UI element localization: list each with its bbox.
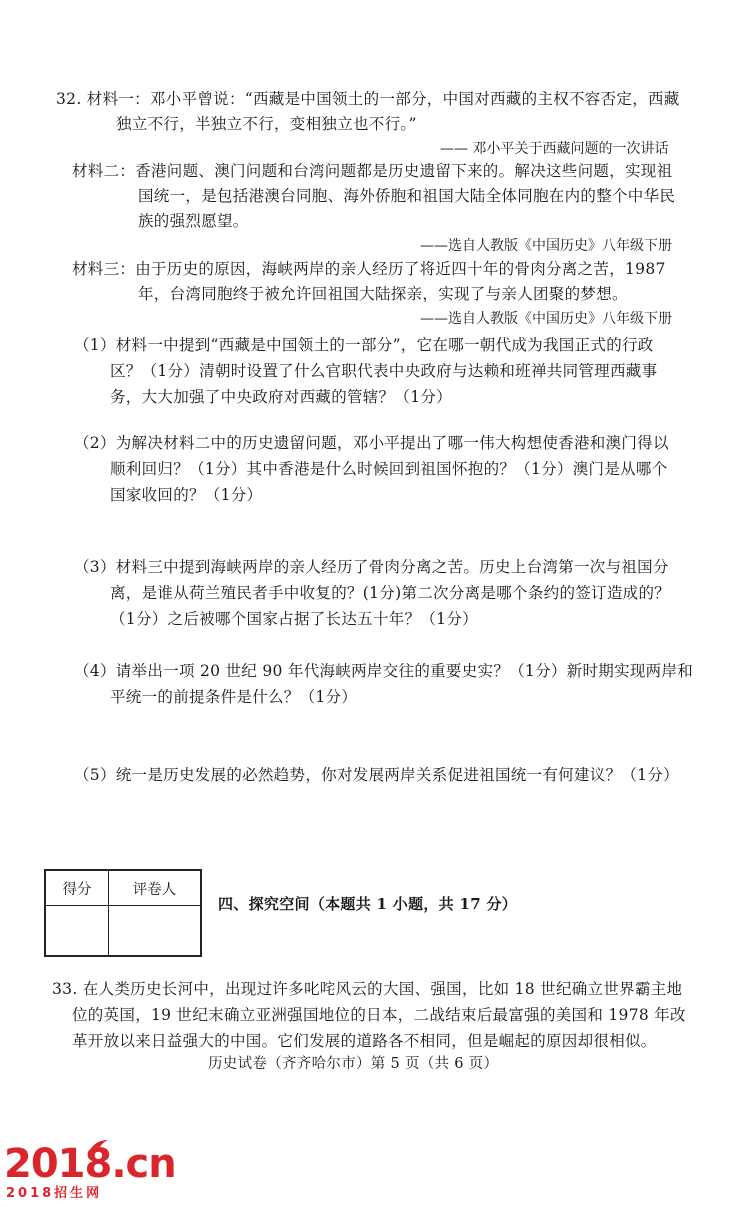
score-header: 得分 <box>45 870 109 906</box>
q32-sub1-line3: 务，大大加强了中央政府对西藏的管辖？（1分） <box>110 388 452 406</box>
q32-sub4-line1: （4）请举出一项 20 世纪 90 年代海峡两岸交往的重要史实？（1分）新时期实现两岸和 <box>74 662 694 680</box>
q33-line2: 位的英国，19 世纪末确立亚洲强国地位的日本，二战结束后最富强的美国和 1978 年改 <box>72 1006 686 1024</box>
q32-material2-line3: 族的强烈愿望。 <box>138 212 249 230</box>
q32-material3-line1: 材料三：由于历史的原因，海峡两岸的亲人经历了将近四十年的骨肉分离之苦，1987 <box>72 260 666 278</box>
page-footer: 历史试卷（齐齐哈尔市）第 5 页（共 6 页） <box>208 1056 499 1072</box>
q32-material2-line2: 国统一，是包括港澳台同胞、海外侨胞和祖国大陆全体同胞在内的整个中华民 <box>138 187 676 205</box>
q32-material1-line2: 独立不行，半独立不行，变相独立也不行。” <box>116 115 417 133</box>
q32-material3-line2: 年，台湾同胞终于被允许回祖国大陆探亲，实现了与亲人团聚的梦想。 <box>138 285 628 303</box>
q32-material2-source: ——选自人教版《中国历史》八年级下册 <box>420 238 672 254</box>
q32-sub3-line3: （1分）之后被哪个国家占据了长达五十年？（1分） <box>110 610 478 628</box>
score-table <box>44 869 202 957</box>
q32-sub5-line1: （5）统一是历史发展的必然趋势，你对发展两岸关系促进祖国统一有何建议？（1分） <box>74 766 679 784</box>
q32-sub2-line1: （2）为解决材料二中的历史遗留问题，邓小平提出了哪一伟大构想使香港和澳门得以 <box>74 434 669 452</box>
q32-material1-source: —— 邓小平关于西藏问题的一次讲话 <box>440 141 669 157</box>
grader-header: 评卷人 <box>109 870 202 906</box>
q32-material2-line1: 材料二：香港问题、澳门问题和台湾问题都是历史遗留下来的。解决这些问题，实现祖 <box>72 162 673 180</box>
q32-material3-source: ——选自人教版《中国历史》八年级下册 <box>420 311 672 327</box>
section4-title: 四、探究空间（本题共 1 小题，共 17 分） <box>218 895 518 913</box>
watermark-logo <box>4 1141 176 1204</box>
q33-line1: 33. 在人类历史长河中，出现过许多叱咤风云的大国、强国，比如 18 世纪确立世界霸主地 <box>52 980 683 998</box>
watermark-main-text: 2018.cn <box>4 1141 176 1187</box>
q32-sub1-line1: （1）材料一中提到“西藏是中国领土的一部分”，它在哪一朝代成为我国正式的行政 <box>74 336 654 354</box>
q32-sub3-line2: 离，是谁从荷兰殖民者手中收复的？(1分)第二次分离是哪个条约的签订造成的？ <box>110 584 671 602</box>
grader-cell <box>109 906 202 957</box>
q33-line3: 革开放以来日益强大的中国。它们发展的道路各不相同，但是崛起的原因却很相似。 <box>72 1032 657 1050</box>
q32-sub4-line2: 平统一的前提条件是什么？（1分） <box>110 688 358 706</box>
q32-sub3-line1: （3）材料三中提到海峡两岸的亲人经历了骨肉分离之苦。历史上台湾第一次与祖国分 <box>74 558 669 576</box>
q32-sub2-line2: 顺利回归？（1分）其中香港是什么时候回到祖国怀抱的？（1分）澳门是从哪个 <box>110 460 668 478</box>
q32-material1-line1: 32. 材料一：邓小平曾说：“西藏是中国领土的一部分，中国对西藏的主权不容否定，西藏 <box>56 90 680 108</box>
score-cell <box>45 906 109 957</box>
q32-sub1-line2: 区？（1分）清朝时设置了什么官职代表中央政府与达赖和班禅共同管理西藏事 <box>110 362 658 380</box>
watermark-sub-text: 2018招生网 <box>6 1186 103 1201</box>
q32-sub2-line3: 国家收回的？（1分） <box>110 486 263 504</box>
